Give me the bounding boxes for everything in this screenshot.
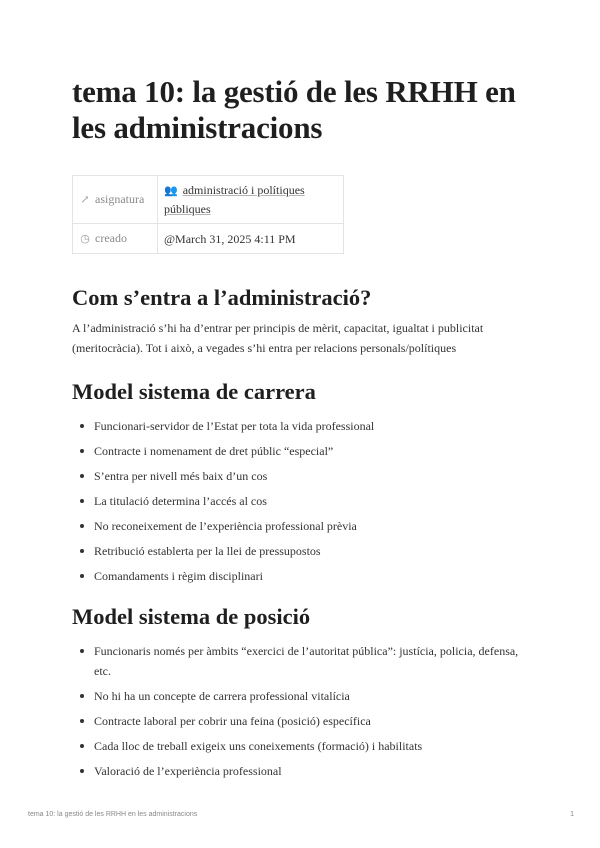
section-heading: Model sistema de posició [72,604,311,629]
bullet-list [72,641,528,781]
section-heading: Com s’entra a l’administració? [72,285,372,310]
list-item: Retribució establerta per la llei de pressupostos [72,541,528,561]
list-item: No hi ha un concepte de carrera professional vitalícia [72,686,528,706]
list-item: S’entra per nivell més baix d’un cos [72,466,528,486]
property-row-creado [73,224,344,254]
list-item: No reconeixement de l’experiència professional prèvia [72,516,528,536]
bullet-list [72,416,528,586]
list-item: Comandaments i règim disciplinari [72,566,528,586]
list-item: Valoració de l’experiència professional [72,761,528,781]
people-icon: 👥 [164,185,178,197]
list-item: Funcionari-servidor de l’Estat per tota la vida professional [72,416,528,436]
page-content [72,74,528,786]
list-item: Funcionaris només per àmbits “exercici de l’autoritat pública”: justícia, policia, defensa, etc. [72,641,528,681]
page-title: tema 10: la gestió de les RRHH en les administracions [72,74,516,145]
created-date: @March 31, 2025 4:11 PM [158,224,344,254]
properties-table [72,175,344,254]
list-item: Cada lloc de treball exigeix uns coneixements (formació) i habilitats [72,736,528,756]
property-key: creado [95,231,127,245]
list-item: Contracte i nomenament de dret públic “especial” [72,441,528,461]
page-footer [28,811,574,818]
asignatura-link[interactable]: administració i polítiques públiques [164,183,305,216]
list-item: La titulació determina l’accés al cos [72,491,528,511]
footer-title: tema 10: la gestió de les RRHH en les administracions [28,811,198,818]
property-key: asignatura [95,192,145,206]
property-row-asignatura [73,176,344,224]
section-heading: Model sistema de carrera [72,379,316,404]
page-number: 1 [570,811,574,818]
section-paragraph: A l’administració s’hi ha d’entrar per principis de mèrit, capacitat, igualtat i publicitat (meritocràcia). Tot i això, a vegades s’hi entra per relacions personals/polítiques [72,321,484,355]
list-item: Contracte laboral per cobrir una feina (posició) específica [72,711,528,731]
clock-icon: ◷ [80,233,90,245]
arrow-up-right-icon: ↗ [80,194,90,206]
